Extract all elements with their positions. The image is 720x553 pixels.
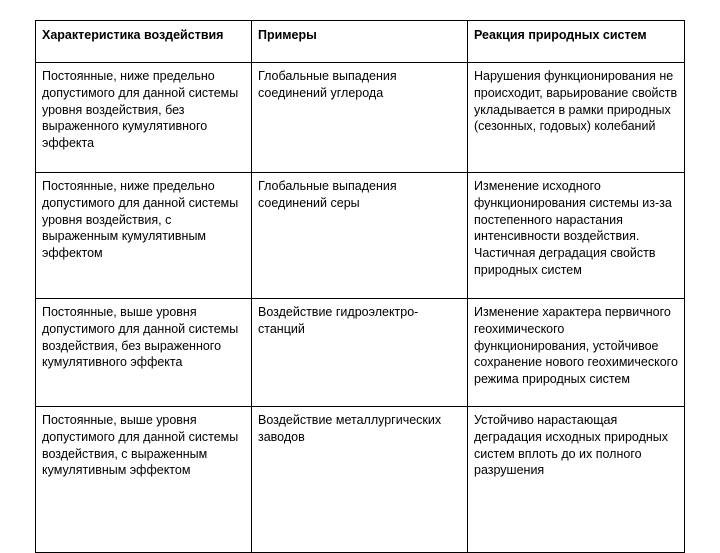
cell-reaction: Изменение исходного функционирования системы из-за постепенного нарастания интенсивности воздействия. Частичная деградация свойств природных систем [468,173,685,299]
table-row [36,173,685,299]
impact-classification-table [35,20,685,553]
cell-reaction: Устойчиво нарастающая деградация исходных природных систем вплоть до их полного разрушения [468,407,685,553]
header-system-reaction: Реакция природных систем [468,21,685,63]
cell-characteristic: Постоянные, выше уровня допустимого для данной системы воздействия, с выраженным кумулятивным эффектом [36,407,252,553]
table-row [36,63,685,173]
cell-example: Глобальные выпадения соединений углерода [252,63,468,173]
table-row [36,299,685,407]
table-header-row [36,21,685,63]
table-row [36,407,685,553]
header-examples: Примеры [252,21,468,63]
cell-characteristic: Постоянные, ниже предельно допустимого для данной системы уровня воздействия, без выраженного кумулятивного эффекта [36,63,252,173]
header-characteristic: Характеристика воздействия [36,21,252,63]
cell-reaction: Изменение характера первичного геохимического функционирования, устойчивое сохранение нового геохимического режима природных систем [468,299,685,407]
cell-reaction: Нарушения функционирования не происходит, варьирование свойств укладывается в рамки природных (сезонных, годовых) колебаний [468,63,685,173]
cell-example: Глобальные выпадения соединений серы [252,173,468,299]
cell-example: Воздействие гидроэлектро-станций [252,299,468,407]
cell-characteristic: Постоянные, ниже предельно допустимого для данной системы уровня воздействия, с выраженным кумулятивным эффектом [36,173,252,299]
cell-example: Воздействие металлургических заводов [252,407,468,553]
cell-characteristic: Постоянные, выше уровня допустимого для данной системы воздействия, без выраженного кумулятивного эффекта [36,299,252,407]
